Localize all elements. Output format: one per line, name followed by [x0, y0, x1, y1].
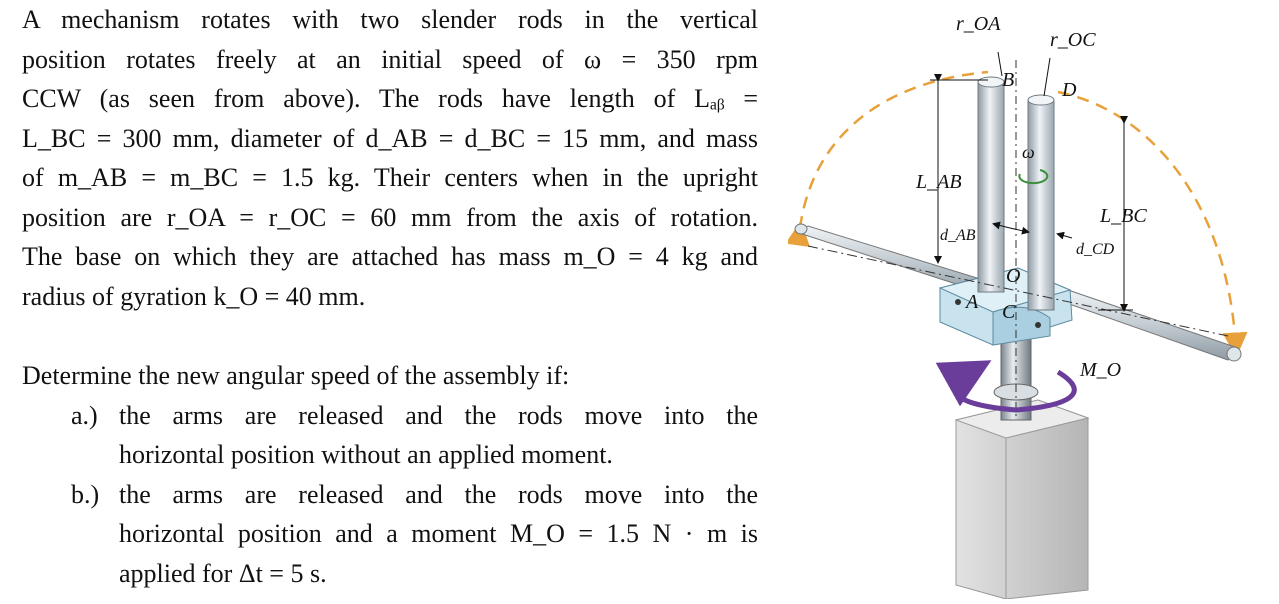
- label-r-oc: r_OC: [1050, 29, 1096, 51]
- label-d-ab: d_AB: [940, 227, 976, 244]
- list-item-a: [22, 396, 758, 475]
- paragraph-gap: [22, 316, 758, 356]
- label-r-oa: r_OA: [956, 13, 1001, 35]
- question-line: Determine the new angular speed of the assembly if:: [22, 361, 570, 390]
- label-o: O: [1006, 265, 1021, 287]
- intro-line: position are r_OA = r_OC = 60 mm from the axis of rotation.: [22, 202, 758, 232]
- intro-line: radius of gyration k_O = 40 mm.: [22, 281, 366, 311]
- label-omega: ω: [1022, 142, 1035, 162]
- item-line: the arms are released and the rods move into the: [119, 400, 758, 430]
- swing-arc: [800, 72, 988, 228]
- label-l-ab: L_AB: [916, 171, 962, 193]
- label-b: B: [1002, 69, 1015, 91]
- question-text: [22, 356, 758, 396]
- pedestal: [956, 400, 1088, 599]
- label-c: C: [1002, 301, 1016, 323]
- mechanism-figure: [788, 0, 1258, 599]
- mechanism-drawing: [788, 0, 1258, 599]
- item-line: applied for Δt = 5 s.: [119, 558, 327, 588]
- label-m-o: M_O: [1080, 359, 1122, 381]
- label-l-bc: L_BC: [1100, 205, 1147, 227]
- label-d: D: [1062, 79, 1077, 101]
- item-line: horizontal position without an applied moment.: [119, 440, 613, 469]
- problem-statement: [22, 0, 758, 593]
- swing-arc-right: [1058, 92, 1236, 350]
- intro-line: L_BC = 300 mm, diameter of d_AB = d_BC = 15 mm, and mass: [22, 123, 758, 153]
- list-item-b: [22, 475, 758, 594]
- intro-line: The base on which they are attached has mass m_O = 4 kg and: [22, 242, 758, 271]
- intro-line: A mechanism rotates with two slender rods in the vertical: [22, 5, 758, 34]
- item-line: the arms are released and the rods move into the: [119, 479, 758, 509]
- question-list: [22, 396, 758, 594]
- item-marker: a.): [71, 400, 98, 430]
- item-marker: b.): [71, 479, 100, 509]
- intro-line: of m_AB = m_BC = 1.5 kg. Their centers when in the upright: [22, 163, 758, 192]
- item-line: horizontal position and a moment M_O = 1.5 N · m is: [119, 519, 758, 548]
- intro-line: CCW (as seen from above). The rods have length of Lₐᵦ =: [22, 84, 758, 113]
- label-d-cd: d_CD: [1076, 241, 1115, 258]
- intro-line: position rotates freely at an initial speed of ω = 350 rpm: [22, 44, 758, 74]
- label-a: A: [966, 291, 979, 313]
- problem-intro: [22, 0, 758, 316]
